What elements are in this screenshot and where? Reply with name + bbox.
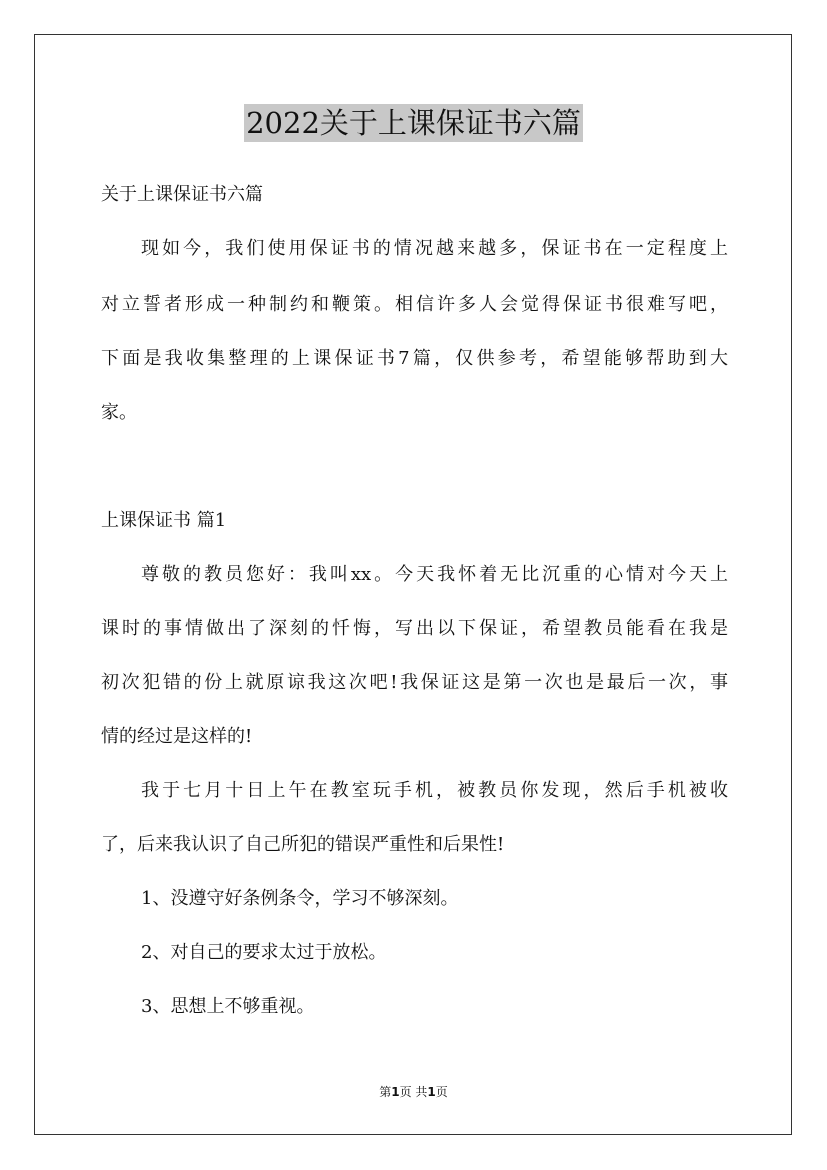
subtitle: 关于上课保证书六篇 [101,184,263,205]
intro-line-4: 家。 [101,402,137,423]
footer-page-number: 1 [391,1085,400,1099]
intro-line-3: 下面是我收集整理的上课保证书7篇，仅供参考，希望能够帮助到大 [101,348,728,369]
list-item: 3、思想上不够重视。 [141,996,315,1017]
document-title: 2022关于上课保证书六篇 [246,106,581,140]
para2-line-1: 我于七月十日上午在教室玩手机，被教员你发现，然后手机被收 [141,780,728,801]
title-container [0,104,827,142]
list-item: 2、对自己的要求太过于放松。 [141,942,387,963]
intro-line-2: 对立誓者形成一种制约和鞭策。相信许多人会觉得保证书很难写吧， [101,294,728,315]
footer-mid: 页 共 [399,1085,428,1099]
footer-prefix: 第 [379,1085,392,1099]
para2-line-2: 了，后来我认识了自己所犯的错误严重性和后果性! [101,834,505,855]
para1-line-1: 尊敬的教员您好：我叫xx。今天我怀着无比沉重的心情对今天上 [141,564,728,585]
list-item: 1、没遵守好条例条令，学习不够深刻。 [141,888,459,909]
footer-total-pages: 1 [427,1085,436,1099]
section-heading: 上课保证书 篇1 [101,510,227,531]
footer-suffix: 页 [435,1085,448,1099]
para1-line-4: 情的经过是这样的! [101,726,253,747]
para1-line-2: 课时的事情做出了深刻的忏悔，写出以下保证，希望教员能看在我是 [101,618,728,639]
para1-line-3: 初次犯错的份上就原谅我这次吧!我保证这是第一次也是最后一次，事 [101,672,728,693]
intro-line-1: 现如今，我们使用保证书的情况越来越多，保证书在一定程度上 [141,238,728,259]
page-footer [0,1083,827,1100]
